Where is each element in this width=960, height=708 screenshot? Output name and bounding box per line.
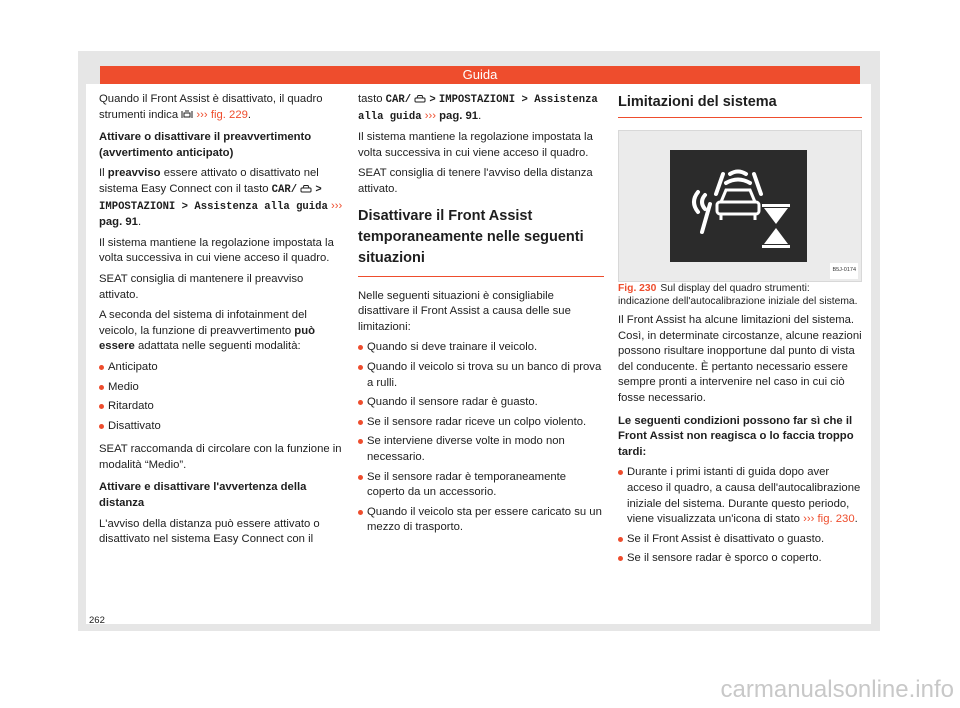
- column-3: [618, 92, 862, 571]
- heading-condizioni: Le seguenti condizioni possono far sì che il Front Assist non reagisca o lo faccia troppo tardi:: [618, 414, 854, 458]
- list-item: Quando il sensore radar è guasto.: [358, 395, 604, 411]
- section-header: Guida: [100, 66, 860, 84]
- column-2: [358, 92, 604, 540]
- arrow-icon: ›››: [803, 513, 815, 526]
- heading-avvertenza-distanza: Attivare e disattivare l'avvertenza della distanza: [99, 481, 307, 510]
- car-settings-icon: [300, 184, 312, 194]
- list-item: Durante i primi istanti di guida dopo aver acceso il quadro, a causa dell'autocalibrazione iniziale del sistema. Durante questo periodo, viene visualizzata un'icona di stato ››› fig. 230.: [618, 465, 862, 527]
- menu-path: IMPOSTAZIONI > Assistenza alla guida: [99, 200, 328, 213]
- arrow-icon: ›››: [424, 109, 437, 122]
- watermark: carmanualsonline.info: [720, 676, 954, 703]
- car-key-icon: CAR: [271, 183, 291, 196]
- list-item: Disattivato: [99, 419, 345, 435]
- paragraph: SEAT consiglia di tenere l'avviso della distanza attivato.: [358, 167, 593, 195]
- front-assist-calibration-icon: [670, 150, 807, 262]
- paragraph: Il preavviso essere attivato o disattivato nel sistema Easy Connect con il tasto CAR/ > IMPOSTAZIONI > Assistenza alla guida ››› pag. 91.: [99, 167, 343, 229]
- list-item: Se il sensore radar riceve un colpo violento.: [358, 415, 604, 431]
- figure-code: B5J-0174: [830, 263, 858, 279]
- arrow-icon: ›››: [196, 108, 208, 121]
- list-item: Anticipato: [99, 360, 345, 376]
- paragraph: Quando il Front Assist è disattivato, il quadro strumenti indica ››› fig. 229.: [99, 93, 323, 121]
- page-number: 262: [89, 615, 105, 626]
- list-item: Se interviene diverse volte in modo non necessario.: [358, 434, 604, 465]
- paragraph: Il sistema mantiene la regolazione impostata la volta successiva in cui viene acceso il quadro.: [99, 236, 334, 265]
- page-91-link[interactable]: pag. 91: [99, 216, 138, 229]
- paragraph: Il sistema mantiene la regolazione impostata la volta successiva in cui viene acceso il quadro.: [358, 131, 593, 159]
- car-key-icon: CAR: [385, 94, 405, 106]
- instrument-display: [670, 150, 807, 262]
- paragraph: Il Front Assist ha alcune limitazioni del sistema. Così, in determinate circostanze, alcune reazioni possono risultare inopportune dal punto di vista del conducente. È pertanto necessario essere sempre pronti a intervenire nel caso in cui ciò fosse necessario.: [618, 314, 862, 404]
- list-item: Se il sensore radar è temporaneamente coperto da un accessorio.: [358, 470, 604, 501]
- page-91-link[interactable]: pag. 91: [439, 109, 479, 122]
- fig-230-link[interactable]: fig. 230: [817, 513, 855, 526]
- front-assist-off-icon: [181, 109, 193, 120]
- list-item: Se il Front Assist è disattivato o guasto.: [618, 532, 862, 548]
- paragraph: L'avviso della distanza può essere attivato o disattivato nel sistema Easy Connect con il: [99, 517, 320, 546]
- paragraph: SEAT raccomanda di circolare con la funzione in modalità “Medio”.: [99, 443, 342, 471]
- fig-229-link[interactable]: fig. 229: [210, 108, 248, 121]
- paragraph: Nelle seguenti situazioni è consigliabile disattivare il Front Assist a causa delle sue limitazioni:: [358, 289, 571, 333]
- car-settings-icon: [414, 94, 426, 104]
- list-item: Quando il veicolo si trova su un banco di prova a rulli.: [358, 360, 604, 391]
- paragraph: SEAT consiglia di mantenere il preavviso attivato.: [99, 272, 304, 301]
- column-1: [99, 92, 345, 553]
- paragraph: tasto CAR/ > IMPOSTAZIONI > Assistenza alla guida ››› pag. 91.: [358, 93, 598, 123]
- paragraph: A seconda del sistema di infotainment del veicolo, la funzione di preavvertimento può essere adattata nelle seguenti modalità:: [99, 309, 315, 353]
- section-title-limitazioni: Limitazioni del sistema: [618, 92, 862, 118]
- figure-230: [618, 130, 862, 282]
- figure-caption: Fig. 230 Sul display del quadro strumenti: indicazione dell'autocalibrazione iniziale del sistema.: [618, 283, 858, 307]
- list-item: Quando si deve trainare il veicolo.: [358, 340, 604, 356]
- section-title-disattivare: Disattivare il Front Assist temporaneamente nelle seguenti situazioni: [358, 206, 604, 277]
- list-item: Se il sensore radar è sporco o coperto.: [618, 551, 862, 567]
- list-item: Quando il veicolo sta per essere caricato su un mezzo di trasporto.: [358, 505, 604, 536]
- menu-path: IMPOSTAZIONI > Assistenza alla guida: [358, 94, 598, 123]
- arrow-icon: ›››: [331, 199, 343, 212]
- heading-preavvertimento: Attivare o disattivare il preavvertimento (avvertimento anticipato): [99, 131, 312, 159]
- list-item: Medio: [99, 380, 345, 396]
- list-item: Ritardato: [99, 399, 345, 415]
